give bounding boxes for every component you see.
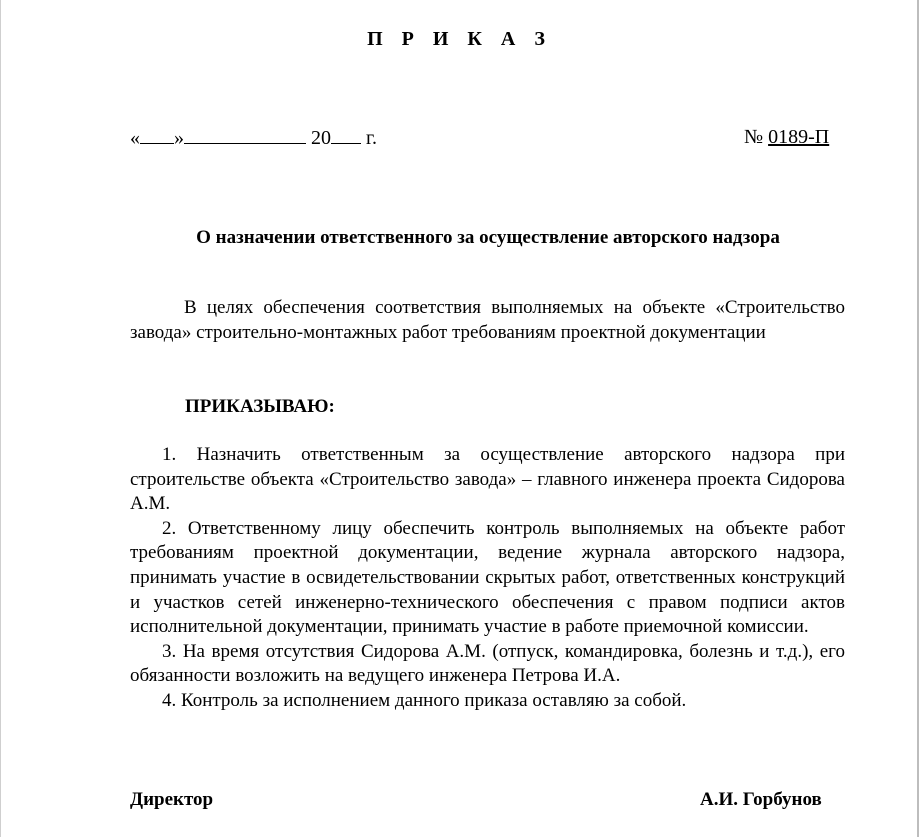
signature-name: А.И. Горбунов	[700, 789, 822, 810]
page-border-left	[0, 0, 1, 837]
order-item-4: 4. Контроль за исполнением данного приказа оставляю за собой.	[162, 689, 687, 711]
month-blank	[184, 126, 306, 144]
order-item-2: 2. Ответственному лицу обеспечить контроль выполняемых на объекте работ требованиям проектной документации, ведение журнала авторского надзора, принимать участие в освидетельствовании скрытых работ, ответственных конструкций и участков сетей инженерно-технического обеспечения с правом подписи актов исполнительной документации, принимать участие в работе приемочной комиссии.	[130, 517, 845, 638]
date-close-quote: »	[174, 127, 184, 149]
document-title: П Р И К А З	[367, 28, 552, 50]
order-item-3: 3. На время отсутствия Сидорова А.М. (отпуск, командировка, болезнь и т.д.), его обязанности возложить на ведущего инженера Петрова И.А.	[130, 640, 845, 687]
date-line	[130, 126, 377, 150]
order-number	[744, 126, 829, 149]
year-prefix: 20	[311, 127, 331, 149]
document-subject: О назначении ответственного за осуществление авторского надзора	[196, 227, 780, 248]
order-number-value: 0189-П	[768, 126, 830, 148]
intro-paragraph: В целях обеспечения соответствия выполняемых на объекте «Строительство завода» строительно-монтажных работ требованиям проектной документации	[130, 297, 845, 343]
date-open-quote: «	[130, 127, 140, 149]
signature-position: Директор	[130, 789, 214, 810]
order-items	[130, 443, 845, 714]
order-item-1: 1. Назначить ответственным за осуществление авторского надзора при строительстве объекта «Строительство завода» – главного инженера проекта Сидорова А.М.	[130, 444, 845, 515]
order-word: ПРИКАЗЫВАЮ:	[185, 396, 335, 417]
day-blank	[140, 126, 174, 144]
year-suffix: г.	[361, 127, 377, 149]
year-blank	[331, 126, 361, 144]
order-number-prefix: №	[744, 126, 769, 148]
